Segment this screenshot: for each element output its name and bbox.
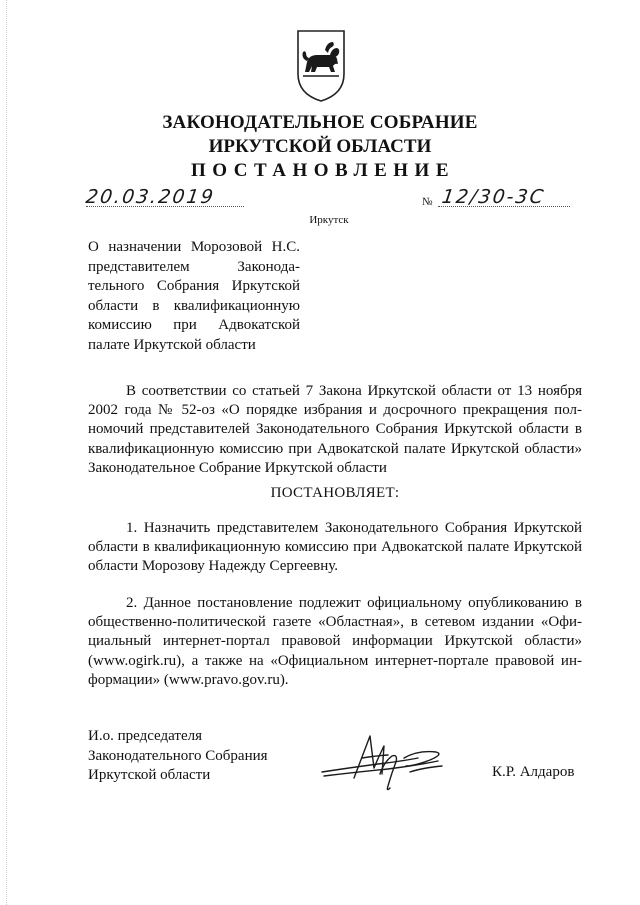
item-1-paragraph: 1. Назначить представителем Законодательного Собрания Иркутской области в квалификационную комиссию при Адвокатской палате Иркутской области Морозову Надежду Сергеевну. xyxy=(88,520,582,575)
document-date: 20.03.2019 xyxy=(84,186,217,208)
position-line-2: Законодательного Собрания xyxy=(88,747,268,764)
position-line-3: Иркутской области xyxy=(88,767,211,783)
document-type: ПОСТАНОВЛЕНИЕ xyxy=(190,160,456,181)
organization-title: ЗАКОНОДАТЕЛЬНОЕ СОБРАНИЕ xyxy=(162,112,478,133)
organization-region: ИРКУТСКОЙ ОБЛАСТИ xyxy=(208,136,432,157)
document-number: 12/30-3С xyxy=(440,186,547,208)
signer-position xyxy=(88,727,268,786)
preamble-paragraph: В соответствии со статьей 7 Закона Иркутской области от 13 ноября 2002 года № 52-оз «О порядке избрания и досрочного прекращения полномочий представителей Законодательного Собрания Иркутской области в квалификационную комиссию при Адвокатской палате Иркутской области» Законодательное Собрание Иркутской области xyxy=(88,383,582,476)
number-sign: № xyxy=(422,196,433,208)
date-underline xyxy=(86,206,244,207)
item-2-paragraph: 2. Данное постановление подлежит официальному опубликованию в общественно-политической газете «Областная», в сетевом издании «Официальный интернет-портал правовой информации Иркутской области» (www.ogirk.ru), а также на «Официальном интернет-портале правовой информации» (www.pravo.gov.ru). xyxy=(88,595,582,688)
position-line-1: И.о. председателя xyxy=(88,728,203,744)
resolves-heading: ПОСТАНОВЛЯЕТ: xyxy=(270,485,400,501)
signer-name: К.Р. Алдаров xyxy=(492,764,575,780)
document-subject: О назначении Морозовой Н.С. представителем Законодательного Собрания Иркутской области в квалификационную комиссию при Адвокатской палате Иркутской области xyxy=(88,239,300,353)
city-label: Иркутск xyxy=(309,214,349,226)
handwritten-signature-icon xyxy=(318,728,448,794)
number-underline xyxy=(438,206,570,207)
coat-of-arms-icon xyxy=(295,28,347,104)
